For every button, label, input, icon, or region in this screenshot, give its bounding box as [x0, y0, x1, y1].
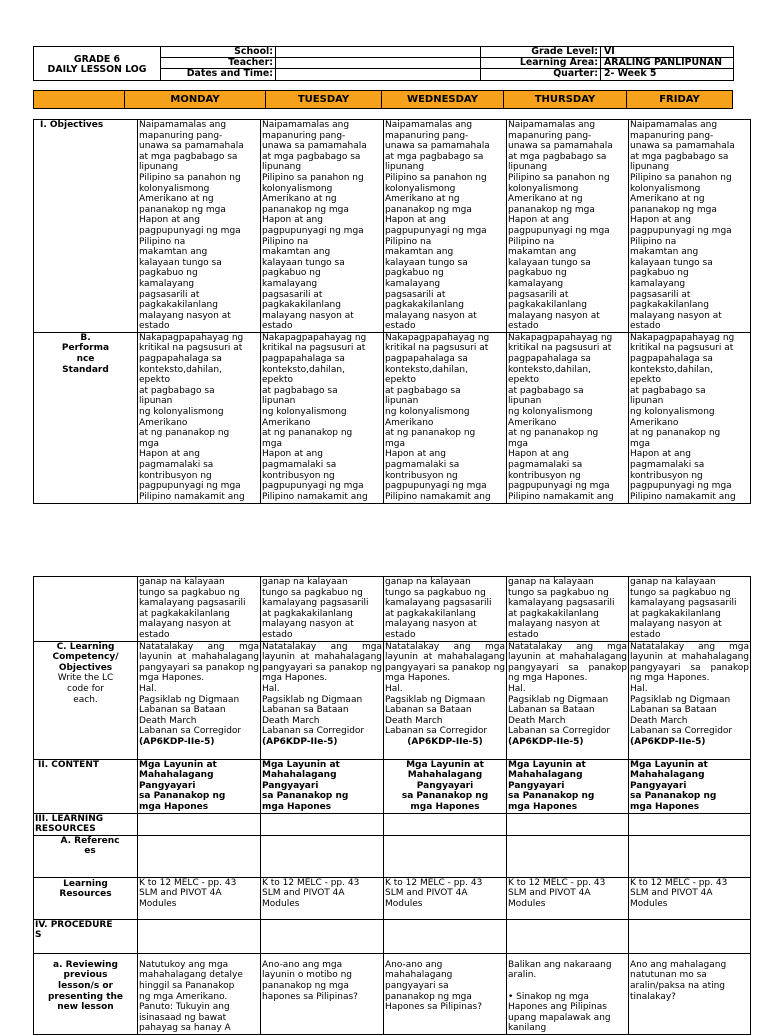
dates-value — [276, 69, 481, 80]
teacher-value — [276, 58, 481, 69]
day-friday: FRIDAY — [627, 91, 733, 109]
header-title — [34, 47, 161, 81]
competency-friday — [629, 641, 751, 759]
learning-resources-wednesday: K to 12 MELC - pp. 43 SLM and PIVOT 4A Modules — [384, 877, 507, 919]
competency-monday — [138, 641, 261, 759]
procedures-thursday — [507, 919, 629, 953]
competency-wednesday — [384, 641, 507, 759]
references-thursday — [507, 835, 629, 877]
learning-resources-section-label: III. LEARNING RESOURCES — [34, 813, 138, 835]
procedures-monday — [138, 919, 261, 953]
teacher-label: Teacher: — [161, 58, 276, 69]
learning-resources-monday: K to 12 MELC - pp. 43 SLM and PIVOT 4A Modules — [138, 877, 261, 919]
school-value — [276, 47, 481, 58]
content-friday: Mga Layunin at Mahahalagang Pangyayari sa Pananakop ng mga Hapones — [629, 759, 751, 813]
school-label: School: — [161, 47, 276, 58]
competency-text: Natatalakay ang mga layunin at mahahalagang pangyayari sa panakop ng mga Hapones. Hal. Pagsiklab ng Digmaan Labanan sa Bataan Death March Labanan sa Corregidor — [262, 641, 382, 737]
reviewing-wednesday: Ano-ano ang mahahalagang pangyayari sa pananakop ng mga Hapones sa Pilipinas? — [384, 953, 507, 1034]
reviewing-thursday: Balikan ang nakaraang aralin. • Sinakop ng mga Hapones ang Pilipinas upang mapalawak ang kanilang — [507, 953, 629, 1034]
continuation-thursday: ganap na kalayaan tungo sa pagkabuo ng kamalayang pagsasarili at pagkakakilanlang malayang nasyon at estado — [507, 577, 629, 642]
resources-monday — [138, 813, 261, 835]
performance-tuesday: Nakapagpapahayag ng kritikal na pagsusuri at pagpapahalaga sa konteksto,dahilan, epekto at pagbabago sa lipunan ng kolonyalismong Amerikano at ng pananakop ng mga Hapon at ang pagmamalaki sa kontribusyon ng pagpupunyagi ng mga Pilipino namakamit ang — [261, 332, 384, 503]
grade-level-label: Grade Level: — [481, 47, 601, 58]
competency-label-cell — [34, 641, 138, 759]
day-wednesday: WEDNESDAY — [382, 91, 504, 109]
content-monday: Mga Layunin at Mahahalagang Pangyayari sa Pananakop ng mga Hapones — [138, 759, 261, 813]
reviewing-monday: Natutukoy ang mga mahahalagang detalye hinggil sa Pananakop ng mga Amerikano. Panuto: Tukuyin ang isinasaad ng bawat pahayag sa hanay A — [138, 953, 261, 1034]
learning-area-value: ARALING PANLIPUNAN — [601, 58, 734, 69]
performance-monday: Nakapagpapahayag ng kritikal na pagsusuri at pagpapahalaga sa konteksto,dahilan, epekto at pagbabago sa lipunan ng kolonyalismong Amerikano at ng pananakop ng mga Hapon at ang pagmamalaki sa kontribusyon ng pagpupunyagi ng mga Pilipino namakamit ang — [138, 332, 261, 503]
continuation-wednesday: ganap na kalayaan tungo sa pagkabuo ng kamalayang pagsasarili at pagkakakilanlang malayang nasyon at estado — [384, 577, 507, 642]
competency-code: (AP6KDP-IIe-5) — [630, 736, 706, 747]
objectives-tuesday: Naipamamalas ang mapanuring pang- unawa sa pamamahala at mga pagbabago sa lipunang Pilipino sa panahon ng kolonyalismong Amerikano at ng pananakop ng mga Hapon at ang pagpupunyagi ng mga Pilipino na makamtan ang kalayaan tungo sa pagkabuo ng kamalayang pagsasarili at pagkakakilanlang malayang nasyon at estado — [261, 120, 384, 333]
resources-wednesday — [384, 813, 507, 835]
competency-text: Natatalakay ang mga layunin at mahahalagang pangyayari sa panakop ng mga Hapones. Hal. Pagsiklab ng Digmaan Labanan sa Bataan Death March Labanan sa Corregidor — [630, 641, 749, 737]
content-label: II. CONTENT — [34, 759, 138, 813]
resources-friday — [629, 813, 751, 835]
continuation-monday: ganap na kalayaan tungo sa pagkabuo ng kamalayang pagsasarili at pagkakakilanlang malayang nasyon at estado — [138, 577, 261, 642]
lesson-table-page2 — [33, 576, 751, 1035]
procedures-tuesday — [261, 919, 384, 953]
learning-resources-tuesday: K to 12 MELC - pp. 43 SLM and PIVOT 4A Modules — [261, 877, 384, 919]
competency-code: (AP6KDP-IIe-5) — [508, 736, 584, 747]
continuation-label — [34, 577, 138, 642]
procedures-label: IV. PROCEDURE S — [34, 919, 138, 953]
log-title: DAILY LESSON LOG — [47, 64, 147, 76]
performance-friday: Nakapagpapahayag ng kritikal na pagsusuri at pagpapahalaga sa konteksto,dahilan, epekto at pagbabago sa lipunan ng kolonyalismong Amerikano at ng pananakop ng mga Hapon at ang pagmamalaki sa kontribusyon ng pagpupunyagi ng mga Pilipino namakamit ang — [629, 332, 751, 503]
references-friday — [629, 835, 751, 877]
quarter-value: 2- Week 5 — [601, 69, 734, 80]
continuation-tuesday: ganap na kalayaan tungo sa pagkabuo ng kamalayang pagsasarili at pagkakakilanlang malayang nasyon at estado — [261, 577, 384, 642]
references-tuesday — [261, 835, 384, 877]
resources-thursday — [507, 813, 629, 835]
objectives-label: I. Objectives — [34, 120, 138, 333]
day-header-blank — [34, 91, 125, 109]
competency-sublabel: Write the LC code for each. — [57, 673, 114, 705]
competency-code: (AP6KDP-IIe-5) — [262, 736, 338, 747]
competency-code: (AP6KDP-IIe-5) — [407, 736, 483, 747]
objectives-monday: Naipamamalas ang mapanuring pang- unawa sa pamamahala at mga pagbabago sa lipunang Pilipino sa panahon ng kolonyalismong Amerikano at ng pananakop ng mga Hapon at ang pagpupunyagi ng mga Pilipino na makamtan ang kalayaan tungo sa pagkabuo ng kamalayang pagsasarili at pagkakakilanlang malayang nasyon at estado — [138, 120, 261, 333]
learning-area-label: Learning Area: — [481, 58, 601, 69]
learning-resources-friday: K to 12 MELC - pp. 43 SLM and PIVOT 4A Modules — [629, 877, 751, 919]
competency-text: Natatalakay ang mga layunin at mahahalagang pangyayari sa panakop ng mga Hapones. Hal. Pagsiklab ng Digmaan Labanan sa Bataan Death March Labanan sa Corregidor — [139, 641, 259, 737]
competency-thursday — [507, 641, 629, 759]
grade-level-value: VI — [601, 47, 734, 58]
header-table — [33, 46, 734, 81]
objectives-wednesday: Naipamamalas ang mapanuring pang- unawa sa pamamahala at mga pagbabago sa lipunang Pilipino sa panahon ng kolonyalismong Amerikano at ng pananakop ng mga Hapon at ang pagpupunyagi ng mga Pilipino na makamtan ang kalayaan tungo sa pagkabuo ng kamalayang pagsasarili at pagkakakilanlang malayang nasyon at estado — [384, 120, 507, 333]
reviewing-friday: Ano ang mahalagang natutunan mo sa aralin/paksa na ating tinalakay? — [629, 953, 751, 1034]
reviewing-label: a. Reviewing previous lesson/s or presenting the new lesson — [34, 953, 138, 1034]
grade-title: GRADE 6 — [73, 54, 121, 66]
references-wednesday — [384, 835, 507, 877]
learning-resources-label: Learning Resources — [34, 877, 138, 919]
resources-tuesday — [261, 813, 384, 835]
references-label: A. Referenc es — [34, 835, 138, 877]
competency-text: Natatalakay ang mga layunin at mahahalagang pangyayari sa panakop ng mga Hapones. Hal. Pagsiklab ng Digmaan Labanan sa Bataan Death March Labanan sa Corregidor — [508, 641, 627, 737]
content-tuesday: Mga Layunin at Mahahalagang Pangyayari sa Pananakop ng mga Hapones — [261, 759, 384, 813]
day-header-row — [33, 90, 733, 109]
performance-wednesday: Nakapagpapahayag ng kritikal na pagsusuri at pagpapahalaga sa konteksto,dahilan, epekto at pagbabago sa lipunan ng kolonyalismong Amerikano at ng pananakop ng mga Hapon at ang pagmamalaki sa kontribusyon ng pagpupunyagi ng mga Pilipino namakamit ang — [384, 332, 507, 503]
references-monday — [138, 835, 261, 877]
performance-thursday: Nakapagpapahayag ng kritikal na pagsusuri at pagpapahalaga sa konteksto,dahilan, epekto at pagbabago sa lipunan ng kolonyalismong Amerikano at ng pananakop ng mga Hapon at ang pagmamalaki sa kontribusyon ng pagpupunyagi ng mga Pilipino namakamit ang — [507, 332, 629, 503]
content-wednesday: Mga Layunin at Mahahalagang Pangyayari sa Pananakop ng mga Hapones — [384, 759, 507, 813]
dates-label: Dates and Time: — [161, 69, 276, 80]
objectives-friday: Naipamamalas ang mapanuring pang- unawa sa pamamahala at mga pagbabago sa lipunang Pilipino sa panahon ng kolonyalismong Amerikano at ng pananakop ng mga Hapon at ang pagpupunyagi ng mga Pilipino na makamtan ang kalayaan tungo sa pagkabuo ng kamalayang pagsasarili at pagkakakilanlang malayang nasyon at estado — [629, 120, 751, 333]
competency-text: Natatalakay ang mga layunin at mahahalagang pangyayari sa panakop ng mga Hapones. Hal. Pagsiklab ng Digmaan Labanan sa Bataan Death March Labanan sa Corregidor — [385, 641, 505, 737]
day-tuesday: TUESDAY — [266, 91, 382, 109]
learning-resources-thursday: K to 12 MELC - pp. 43 SLM and PIVOT 4A Modules — [507, 877, 629, 919]
competency-code: (AP6KDP-IIe-5) — [139, 736, 215, 747]
day-monday: MONDAY — [125, 91, 266, 109]
performance-standard-label: B. Performa nce Standard — [34, 332, 138, 503]
procedures-wednesday — [384, 919, 507, 953]
objectives-thursday: Naipamamalas ang mapanuring pang- unawa sa pamamahala at mga pagbabago sa lipunang Pilipino sa panahon ng kolonyalismong Amerikano at ng pananakop ng mga Hapon at ang pagpupunyagi ng mga Pilipino na makamtan ang kalayaan tungo sa pagkabuo ng kamalayang pagsasarili at pagkakakilanlang malayang nasyon at estado — [507, 120, 629, 333]
reviewing-tuesday: Ano-ano ang mga layunin o motibo ng pananakop ng mga hapones sa Pilipinas? — [261, 953, 384, 1034]
content-thursday: Mga Layunin at Mahahalagang Pangyayari sa Pananakop ng mga Hapones — [507, 759, 629, 813]
competency-label: C. Learning Competency/ Objectives — [52, 641, 119, 673]
competency-tuesday — [261, 641, 384, 759]
procedures-friday — [629, 919, 751, 953]
day-thursday: THURSDAY — [504, 91, 627, 109]
lesson-table-page1 — [33, 119, 751, 504]
continuation-friday: ganap na kalayaan tungo sa pagkabuo ng kamalayang pagsasarili at pagkakakilanlang malayang nasyon at estado — [629, 577, 751, 642]
quarter-label: Quarter: — [481, 69, 601, 80]
